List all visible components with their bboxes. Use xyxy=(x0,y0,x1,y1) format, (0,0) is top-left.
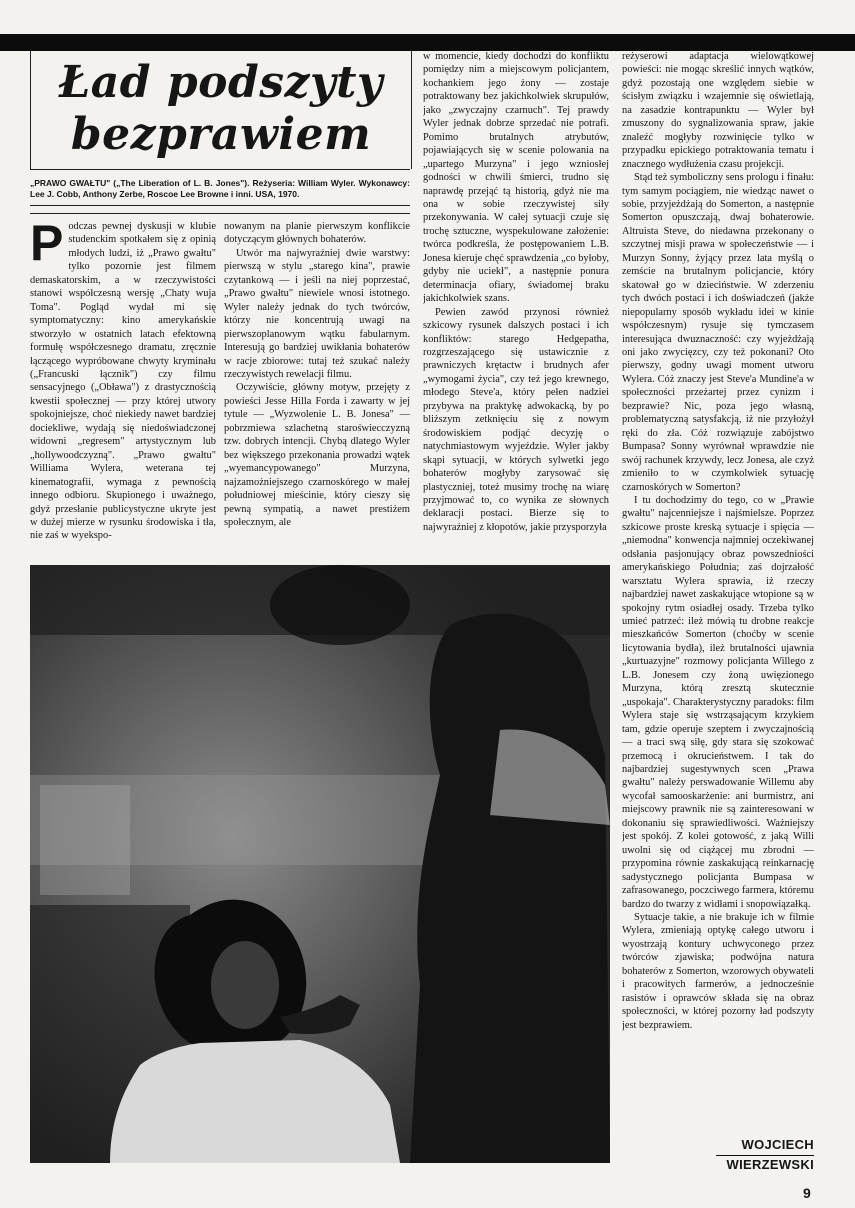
article-title xyxy=(31,57,411,161)
author-first-name: WOJCIECH xyxy=(741,1137,814,1152)
paragraph: Utwór ma najwyraźniej dwie warstwy: pierwszą w stylu „starego kina", prawie czytankową — i jeśli na niej poprzestać, „Prawo gwałtu" niewiele wnosi istotnego. Wyler należy jednak do tych twórców, którzy nie koncentrują uwagi na pierwszoplanowym wątku fabularnym. Interesują go bardziej uwikłania bohaterów w racje zbiorowe: tutaj też szukać należy rzeczywistych rewelacji filmu. xyxy=(224,247,410,380)
paragraph: Pewien zawód przynosi również szkicowy rysunek dalszych postaci i ich konfliktów: starego Hedgepatha, rozgrzeszającego się ustawicznie z prawniczych krętactw i brudnych afer „wymogami życia", czy też jego krewnego, młodego Steve'a, który pełen nadziei przybywa na praktykę adwokacką, by po bliższym zetknięciu się z nowym środowiskiem podjąć decyzję o natychmiastowym wyjeździe. Wyler jakby skąpi sytuacji, w których sylwetki jego bohaterów mogłyby zarysować się plastyczniej, toteż musimy trochę na wiarę przyjmować to, co wynika ze słownych deklaracji postaci. Bierze się to najwyraźniej z kłopotów, jakie przysporzyła xyxy=(423,306,609,533)
credits-divider xyxy=(30,205,410,206)
paragraph: Sytuacje takie, a nie brakuje ich w filmie Wylera, zmieniają optykę całego utworu i wyostrzają kontury uchwyconego przez twórców zjawiska; podwójna natura bohaterów z Somerton, wzorowych obywateli i pracowitych farmerów, a jednocześnie rasistów i oprawców składa się na obraz społeczności, w której pozorny ład podszyty jest bezprawiem. xyxy=(622,912,814,1031)
paragraph: odczas pewnej dyskusji w klubie studenckim spotkałem się z opinią młodych ludzi, iż „Prawo gwałtu" tylko pozornie jest filmem demaskatorskim, a w rzeczywistości stanowi współczesną wersję „Chaty wuja Toma". Pogląd wydał mi się symptomatyczny: kino amerykańskie stworzyło w ostatnich latach efektowną formułę współczesnego dramatu, zręcznie łączącego wypróbowane chwyty kryminału („Francuski łącznik") czy filmu sensacyjnego („Obława") z drastycznością kwestii społecznej — przy której utwory spokojniejsze, choć niekiedy nawet bardziej dociekliwe, wydają się niedoświadczonej widowni „regresem" artystycznym lub „hollywoodczyzną". „Prawo gwałtu" Williama Wylera, weterana tej kinematografii, wymaga z pewnością innego odbioru. Skupionego i uważnego, gdyż przesłanie publicystyczne ukryte jest w dużej mierze w rysunku środowiska i tła, nie zaś w wyekspo- xyxy=(30,221,216,542)
paragraph: reżyserowi adaptacja wielowątkowej powieści: nie mogąc skreślić innych wątków, gdyż pozostają one względem siebie w ścisłym związku i wzajemnie się oświetlają, na zasadzie kontrapunktu — Wyler był zmuszony do sygnalizowania spraw, jakie znaleźć mogłyby rozwinięcie tylko w przypadku epickiego potraktowania tematu i znacznego wydłużenia czasu projekcji. xyxy=(622,51,814,170)
paragraph: nowanym na planie pierwszym konflikcie dotyczącym głównych bohaterów. xyxy=(224,221,410,246)
title-divider xyxy=(30,169,410,170)
paragraph: Oczywiście, główny motyw, przejęty z powieści Jesse Hilla Forda i zawarty w jej tytule — „Wyzwolenie L. B. Jonesa" — pobrzmiewa szlachetną staroświecczyzną tzw. dobrych intencji. Chybą dlatego Wyler bez większego przekonania prowadzi wątek „wyemancypowanego" Murzyna, najzamożniejszego czarnoskórego w małej południowej mieścinie, który cieszy się pewną sympatią, a nawet prestiżem społecznym, ale xyxy=(224,382,410,528)
film-still-photo xyxy=(30,565,610,1163)
paragraph: I tu dochodzimy do tego, co w „Prawie gwałtu" najcenniejsze i najśmielsze. Poprzez szkicowe proste kreską sytuacje i spięcia — „niemodna" konwencja najmniej oczekiwanej odsłania pasjonujący obraz powszedniości amerykańskiego Południa; zaś dojrzałość warsztatu Wylera sprawia, iż rzeczy najbardziej nawet zaskakujące wtopione są w spokojny rytm osiadłej osady. Trzeba tylko umieć patrzeć: ileż mówią tu drobne reakcje mieszkańców Somerton (choćby w scenie licytowania bydła), ileż brutalności ujawnia „kurtuazyjne" rozmowy policjanta Willego z L.B. Jonesem czy żoną uwięzionego Murzyna, którą zresztą skutecznie „uspokaja". Charakterystyczny paradoks: film Wylera staje się wstrząsającym krzykiem tam, gdzie operuje szeptem i zwyczajnością — a traci swą siłę, gdy stara się szokować przemocą i okrucieństwem. I tak do najbardziej sugestywnych scen „Prawa gwałtu" należy perswadowanie Willemu aby wycofał samooskarżenie: ani burmistrz, ani miejscowy prawnik nie są zainteresowani w dokonaniu się sprawiedliwości. Ważniejszy jest spokój. Z kolei gotowość, z jaką Willi uwolni się od ciążącej mu zbrodni — przypomina równie zaskakującą reinkarnację sadystycznego policjanta Bumpasa w zafrasowanego, poczciwego farmera, któremu bardzo do twarzy z widłami i snopowiązałką. xyxy=(622,494,814,910)
title-box xyxy=(30,51,412,169)
author-divider xyxy=(716,1155,814,1156)
text-column-3 xyxy=(423,50,609,562)
text-column-2 xyxy=(224,220,410,562)
text-column-1 xyxy=(30,220,216,562)
page-number: 9 xyxy=(803,1185,811,1201)
credits-divider-2 xyxy=(30,213,410,214)
drop-cap: P xyxy=(30,220,64,271)
paragraph: w momencie, kiedy dochodzi do konfliktu pomiędzy nim a miejscowym policjantem, kochankiem jego żony — zostaje potraktowany bez jakichkolwiek skrupułów, jako „zwyczajny czarnuch". Tej prawdy Wyler jednak dobrze sprzedać nie potrafi. Pomimo brutalnych atrybutów, pojawiających się w scenie polowania na „upartego Murzyna" i jego wzniosłej godności w chwili śmierci, trudno się naprawdę przejąć tą historią, gdyż nie ma ona w sobie rzeczywistej siły przekonywania. W całej sytuacji czuje się trochę sztuczne, wyspekulowane założenie: twórca podkreśla, że postępowaniem L.B. Jonesa kieruje chęć sprawdzenia „co byłoby, gdyby nie uciekł", a następnie ponura determinacja ofiary, świadomej braku jakichkolwiek szans. xyxy=(423,51,609,305)
header-bar xyxy=(0,34,855,51)
paragraph: Stąd też symboliczny sens prologu i finału: tym samym pociągiem, nie wiedząc nawet o sobie, przyjeżdżają do Somerton, a następnie Somerton opuszczają, dwaj bohaterowie. Altruista Steve, do niedawna przekonany o szczytnej misji prawa w społeczeństwie — i Murzyn Sonny, żyjący przez lata myślą o zemście na brutalnym policjancie, który skatował go w dzieciństwie. W zderzeniu tych dwóch postaci i ich doświadczeń (jakże niepopularny sposób wykładu idei w kinie współczesnym) rysuje się tymczasem interesująca dwuznaczność: czy wyjeżdżają oni jako zwycięzcy, czy też pokonani? Oto pierwszy, godny uwagi moment utworu Wylera. Cóż znaczy jest Steve'a Mundine'a w społeczności przeżartej przez cynizm i bezprawie? Nic, poza jego własną, problematyczną satysfakcją, iż nie przyłożył ręki do zła. Cóż rozwiązuje zabójstwo Bumpasa? Sonny wyrównał wprawdzie nie swój rachunek krzywdy, lecz Jonesa, ale czyż zmieniło to w czymkolwiek sytuację czarnoskórych w Somerton? xyxy=(622,172,814,493)
text-column-4 xyxy=(622,50,814,1134)
title-line-1: Ład podszyty xyxy=(59,57,383,108)
author-last-name: WIERZEWSKI xyxy=(726,1157,814,1172)
film-still-illustration xyxy=(30,565,610,1163)
film-credits: „PRAWO GWAŁTU" („The Liberation of L. B. Jones"). Reżyseria: William Wyler. Wykonawcy: Lee J. Cobb, Anthony Zerbe, Roscoe Lee Browne i inni. USA, 1970. xyxy=(30,178,410,199)
title-line-2: bezprawiem xyxy=(70,109,372,160)
